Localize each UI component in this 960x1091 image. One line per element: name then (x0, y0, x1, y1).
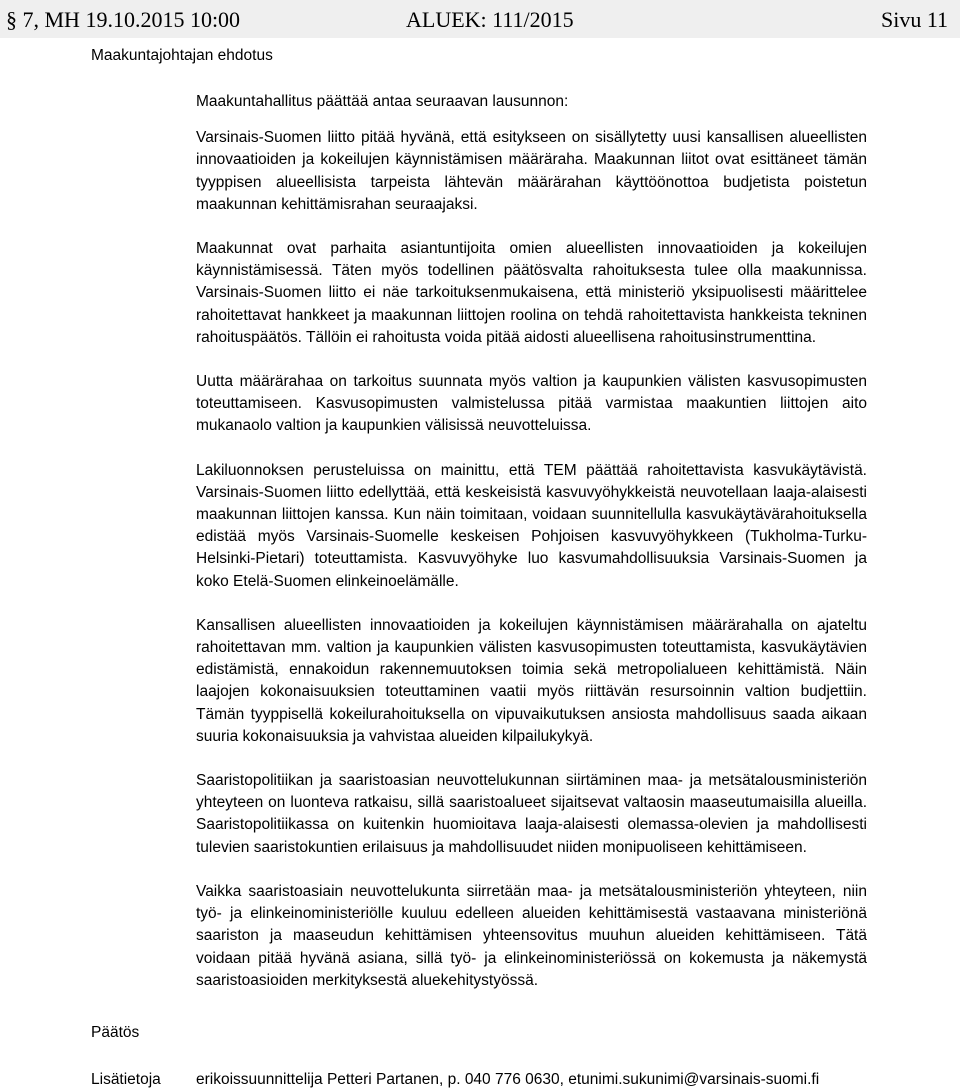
more-info-label: Lisätietoja (91, 1071, 161, 1088)
paragraph-7: Vaikka saaristoasiain neuvottelukunta siirretään maa- ja metsätalousministeriön yhteyteen, niin työ- ja elinkeinoministeriölle kuuluu edelleen alueiden kehittämisestä vastaavana ministeriönä saariston ja maaseudun kehittämisen yhteensovitus muuhun alueiden kehittämiseen. Tätä voidaan pitää hyvänä asiana, sillä työ- ja elinkeinoministeriössä on kokemusta ja näkemystä saaristoasioiden merkityksestä aluekehitystyössä. (196, 882, 867, 989)
proposal-heading: Maakuntajohtajan ehdotus (91, 47, 273, 64)
paragraph-6: Saaristopolitiikan ja saaristoasian neuvottelukunnan siirtäminen maa- ja metsätalousministeriön yhteyteen on luonteva ratkaisu, sillä saaristoalueet sijaitsevat valtaosin maaseutumaisilla alueilla. Saaristopolitiikassa on kuitenkin huomioitava laaja-alaisesti olemassa-olevien ja mahdollisesti tulevien saaristokuntien erilaisuus ja mahdollisuudet niiden monipuoliseen kehittämiseen. (196, 772, 867, 856)
intro-paragraph: Maakuntahallitus päättää antaa seuraavan lausunnon: (196, 93, 569, 110)
contact-info: erikoissuunnittelija Petteri Partanen, p. 040 776 0630, etunimi.sukunimi@varsinais-suomi.fi (196, 1071, 820, 1088)
paragraph-3: Uutta määrärahaa on tarkoitus suunnata myös valtion ja kaupunkien välisten kasvusopimusten toteuttamiseen. Kasvusopimusten valmistelussa pitää varmistaa maakuntien liittojen aito mukanaolo valtion ja kaupunkien välisissä neuvotteluissa. (196, 373, 867, 435)
meeting-reference: § 7, MH 19.10.2015 10:00 (6, 7, 241, 32)
page-number: Sivu 11 (880, 7, 948, 32)
decision-label: Päätös (91, 1024, 140, 1041)
paragraph-1: Varsinais-Suomen liitto pitää hyvänä, että esitykseen on sisällytetty uusi kansallisen alueellisten innovaatioiden ja kokeilujen käynnistämisen määräraha. Maakunnan liitot ovat esittäneet tämän tyyppisen alueellisista tarpeista lähtevän määrärahan käyttöönottoa budjetista poistetun maakunnan kehittämisrahan seuraajaksi. (196, 129, 867, 213)
paragraph-2: Maakunnat ovat parhaita asiantuntijoita omien alueellisten innovaatioiden ja kokeilujen käynnistämisessä. Täten myös todellinen päätösvalta rahoituksesta tulee olla maakunnissa. Varsinais-Suomen liitto ei näe tarkoituksenmukaisena, että ministeriö yksipuolisesti määrittelee rahoitettavat hankkeet ja maakunnan liittojen roolina on tehdä rahoitettavista hankkeista tekninen rahoituspäätös. Tällöin ei rahoitusta voida pitää aidosti alueellisena rahoitusinstrumenttina. (196, 240, 867, 346)
paragraph-4: Lakiluonnoksen perusteluissa on mainittu, että TEM päättää rahoitettavista kasvukäytävistä. Varsinais-Suomen liitto edellyttää, että keskeisistä kasvuvyöhykkeistä neuvotellaan laaja-alaisesti maakunnan liittojen kanssa. Kun näin toimitaan, voidaan suunnitellulla kasvukäytävärahoituksella edistää myös Varsinais-Suomelle keskeisen Pohjoisen kasvuvyöhykkeen (Tukholma-Turku-Helsinki-Pietari) toteuttamista. Kasvuvyöhyke luo kasvumahdollisuuksia Varsinais-Suomen ja koko Etelä-Suomen elinkeinoelämälle. (196, 461, 867, 590)
paragraph-5: Kansallisen alueellisten innovaatioiden ja kokeilujen käynnistämisen määrärahalla on ajateltu rahoitettavan mm. valtion ja kaupunkien välisten kasvusopimusten toteuttamista, kasvukäytävien edistämistä, ennakoidun rakennemuutoksen toimia sekä metropolialueen kehittämistä. Näin laajojen kokonaisuuksien toteuttaminen vaatii myös riittävän resursoinnin valtion budjettiin. Tämän tyyppisellä kokeilurahoituksella on vipuvaikutuksen ansiosta mahdollisuus saada aikaan suuria kokonaisuuksia ja vahvistaa alueiden kilpailukykyä. (196, 616, 867, 745)
case-number: ALUEK: 111/2015 (406, 7, 574, 32)
page-header (0, 0, 960, 38)
statement-body (196, 91, 867, 1014)
